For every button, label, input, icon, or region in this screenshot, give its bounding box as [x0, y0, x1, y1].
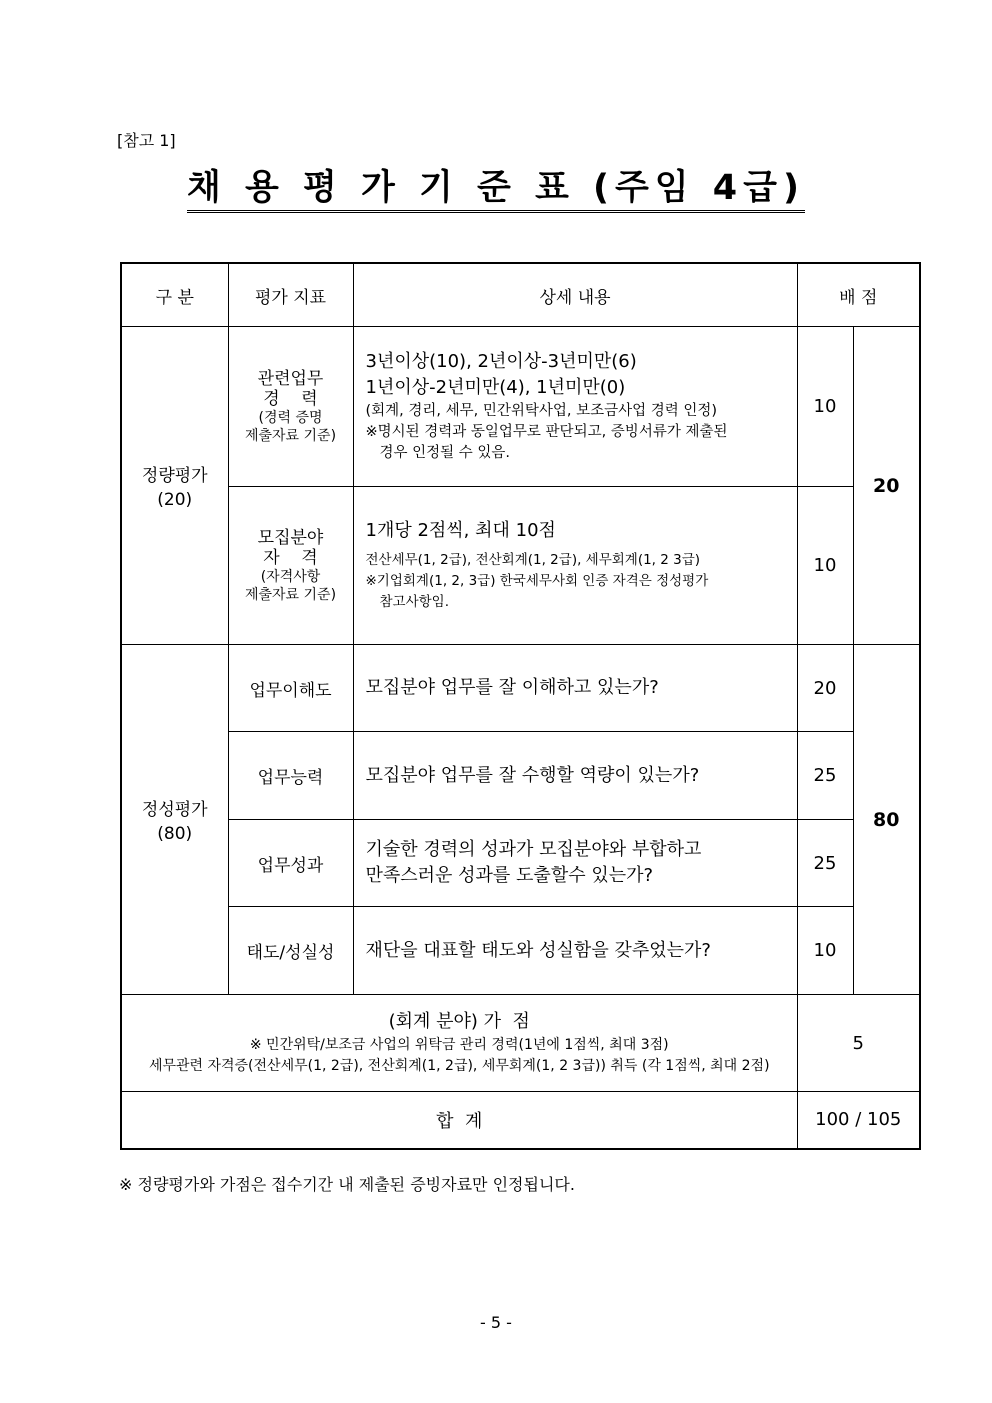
table-row — [121, 487, 920, 645]
header-row — [121, 263, 920, 327]
indicator-line: 모집분야 — [257, 527, 324, 548]
detail-performance — [353, 820, 797, 907]
table-row — [121, 820, 920, 907]
bonus-score: 5 — [797, 995, 920, 1092]
detail-line: 모집분야 업무를 잘 이해하고 있는가? — [365, 677, 659, 698]
detail-understanding — [353, 645, 797, 732]
table-row — [121, 327, 920, 487]
header-category: 구 분 — [121, 263, 228, 327]
total-label: 합 계 — [121, 1092, 797, 1149]
indicator-attitude: 태도/성실성 — [228, 907, 353, 995]
quantitative-category-points: (20) — [157, 490, 193, 510]
qualitative-category — [121, 645, 228, 995]
header-indicator: 평가 지표 — [228, 263, 353, 327]
detail-attitude — [353, 907, 797, 995]
bonus-title: (회계 분야) 가 점 — [388, 1011, 530, 1032]
bonus-description — [121, 995, 797, 1092]
total-row — [121, 1092, 920, 1149]
total-score: 100 / 105 — [797, 1092, 920, 1149]
header-score: 배 점 — [797, 263, 920, 327]
detail-sub-line: 경우 인정될 수 있음. — [379, 445, 510, 461]
score-ability: 25 — [797, 732, 853, 820]
page-title-text: 채 용 평 가 기 준 표 (주임 4급) — [187, 168, 805, 213]
detail-ability — [353, 732, 797, 820]
detail-line: 기술한 경력의 성과가 모집분야와 부합하고 — [365, 839, 702, 860]
indicator-note: 제출자료 기준) — [244, 586, 337, 603]
quantitative-category-name: 정량평가 — [141, 466, 208, 486]
detail-sub-line: ※기업회계(1, 2, 3급) 한국세무사회 인증 자격은 정성평가 — [365, 573, 709, 589]
quantitative-category — [121, 327, 228, 645]
score-understanding: 20 — [797, 645, 853, 732]
indicator-note: (경력 증명 — [258, 409, 323, 426]
bonus-line: 세무관련 자격증(전산세무(1, 2급), 전산회계(1, 2급), 세무회계(1, 2 3급)) 취득 (각 1점씩, 최대 2점) — [148, 1058, 770, 1074]
detail-qualification — [353, 487, 797, 645]
footnote: ※ 정량평가와 가점은 접수기간 내 제출된 증빙자료만 인정됩니다. — [119, 1175, 575, 1194]
detail-line: 모집분야 업무를 잘 수행할 역량이 있는가? — [365, 764, 700, 786]
table-row — [121, 732, 920, 820]
indicator-understanding: 업무이해도 — [228, 645, 353, 732]
detail-line: 만족스러운 성과를 도출할수 있는가? — [365, 865, 654, 886]
evaluation-table — [120, 262, 921, 1150]
qualitative-category-name: 정성평가 — [141, 800, 208, 820]
table-row — [121, 645, 920, 732]
detail-sub-line: ※명시된 경력과 동일업무로 판단되고, 증빙서류가 제출된 — [365, 424, 728, 440]
indicator-line: 관련업무 — [257, 368, 324, 389]
detail-sub-line: 참고사항임. — [379, 594, 449, 610]
detail-line: 3년이상(10), 2년이상-3년미만(6) — [365, 351, 637, 372]
reference-label: [참고 1] — [117, 131, 176, 150]
indicator-career — [228, 327, 353, 487]
qualitative-total: 80 — [853, 645, 920, 995]
detail-career — [353, 327, 797, 487]
detail-sub-line: (회계, 경리, 세무, 민간위탁사업, 보조금사업 경력 인정) — [365, 403, 718, 419]
bonus-line: ※ 민간위탁/보조금 사업의 위탁금 관리 경력(1년에 1점씩, 최대 3점) — [249, 1037, 669, 1053]
score-performance: 25 — [797, 820, 853, 907]
page-number: - 5 - — [480, 1313, 512, 1332]
indicator-ability: 업무능력 — [228, 732, 353, 820]
detail-line: 재단을 대표할 태도와 성실함을 갖추었는가? — [365, 939, 711, 961]
detail-sub-line: 전산세무(1, 2급), 전산회계(1, 2급), 세무회계(1, 2 3급) — [365, 552, 701, 568]
score-attitude: 10 — [797, 907, 853, 995]
indicator-performance: 업무성과 — [228, 820, 353, 907]
score-career: 10 — [797, 327, 853, 487]
score-qualification: 10 — [797, 487, 853, 645]
indicator-line: 경 력 — [263, 388, 318, 409]
table-row — [121, 907, 920, 995]
detail-line: 1개당 2점씩, 최대 10점 — [365, 520, 556, 541]
page-title — [0, 160, 992, 210]
detail-line: 1년이상-2년미만(4), 1년미만(0) — [365, 377, 626, 398]
indicator-qualification — [228, 487, 353, 645]
qualitative-category-points: (80) — [157, 824, 193, 844]
bonus-row — [121, 995, 920, 1092]
indicator-line: 자 격 — [263, 547, 318, 568]
indicator-note: 제출자료 기준) — [244, 427, 337, 444]
header-detail: 상세 내용 — [353, 263, 797, 327]
indicator-note: (자격사항 — [260, 568, 321, 585]
quantitative-total: 20 — [853, 327, 920, 645]
